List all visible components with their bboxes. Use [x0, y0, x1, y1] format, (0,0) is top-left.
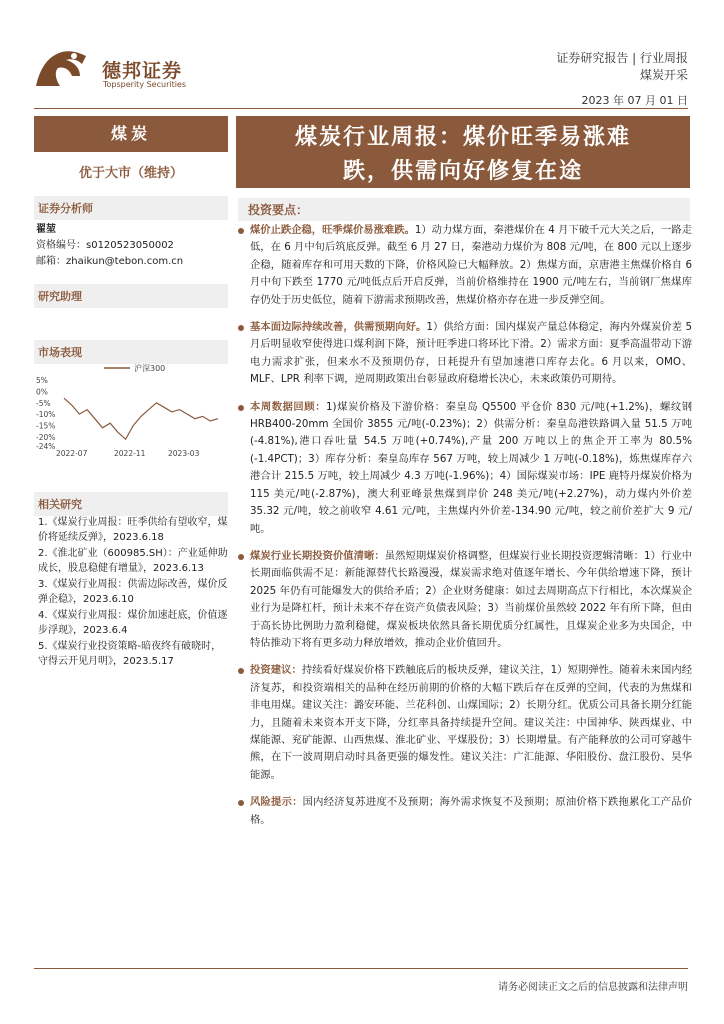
key-point-heading: 基本面边际持续改善，供需预期向好。 [250, 321, 427, 334]
analyst-email[interactable]: 邮箱：zhaikun@tebon.com.cn [36, 256, 184, 267]
x-tick-label: 2022-07 [56, 449, 88, 458]
key-points-title: 投资要点： [238, 198, 690, 221]
related-research-list [38, 515, 228, 670]
y-tick-label: -20% [36, 432, 56, 442]
report-title-line2: 跌，供需向好修复在途 [342, 158, 583, 184]
legend-label: 沪深300 [134, 364, 166, 373]
y-tick-label: -24% [36, 442, 56, 451]
key-point-heading: 风险提示： [250, 796, 303, 809]
related-item[interactable]: 4.《煤炭行业周报：煤价加速赶底，价值逐步浮现》，2023.6.4 [38, 610, 228, 636]
report-date: 2023 年 07 月 01 日 [581, 94, 688, 107]
key-point-item [236, 794, 692, 829]
report-title-line1: 煤炭行业周报：煤价旺季易涨难 [294, 124, 631, 150]
key-point-text: 1）动力煤方面，秦港煤价在 4 月下破千元大关之后，一路走低，在 6 月中旬后筑底反弹。截至 6 月 27 日，秦港动力煤价为 808 元/吨，在 800 元以上逐步企稳，随着库存和可用天数的下降，价格风险已大幅释放。2）焦煤方面，京唐港主焦煤价格自 6 月中旬下跌至 1770 元/吨低点后开启反弹，当前价格维持在 1900 元/吨左右，当前钢厂焦煤库存仍处于历史低位，随着下游需求预期改善，焦煤价格亦存在进一步反弹空间。 [250, 224, 693, 306]
key-point-text: 1）供给方面：国内煤炭产量总体稳定，海内外煤炭价差 5 月后明显收窄使得进口煤利润下降，预计旺季进口将环比下滑。2）需求方面：夏季高温带动下游电力需求扩张，但来水不及预期仍存，日耗提升有望加速港口库存去化。6 月以来，OMO、MLF、LPR 利率下调，逆周期政策出台彰显政府稳增长决心，未来政策仍可期待。 [250, 321, 693, 386]
report-type-label: 证券研究报告 | 行业周报 [556, 51, 688, 65]
header-divider [34, 108, 688, 109]
key-point-heading: 煤价止跌企稳，旺季煤价易涨难跌。 [250, 224, 415, 236]
related-item[interactable]: 5.《煤炭行业投资策略-暗夜终有破晓时，守得云开见月明》，2023.5.17 [38, 641, 222, 667]
series-line-hs300 [64, 398, 218, 439]
analyst-section-title: 证券分析师 [34, 196, 228, 220]
key-point-item [236, 319, 692, 389]
report-title [236, 116, 690, 188]
key-point-text: 国内经济复苏进度不及预期；海外需求恢复不及预期；原油价格下跌拖累化工产品价格。 [250, 796, 693, 826]
x-tick-label: 2023-03 [168, 449, 200, 458]
y-tick-label: -5% [36, 398, 51, 408]
key-point-item [236, 548, 692, 652]
y-tick-label: -10% [36, 410, 56, 420]
key-point-text: 1)煤炭价格及下游价格：秦皇岛 Q5500 平仓价 830 元/吨(+1.2%)，螺纹钢 HRB400-20mm 全国价 3855 元/吨(-0.23%)；2）供需分析：秦皇岛港铁路调入量 51.5 万吨 (-4.81%),港口吞吐量 54.5 万吨(+0.74%),产量 200 万吨以上的焦企开工率为 80.5%(-1.4PCT)；3）库存分析：秦皇岛库存 567 万吨，较上周减少 1 万吨(-0.18%)，炼焦煤库存六港合计 215.5 万吨，较上周减少 4.3 万吨(-1.96%)；4）国际煤炭市场：IPE 鹿特丹煤炭价格为 115 美元/吨(-2.87%)，澳大利亚峰景焦煤到岸价 248 美元/吨(+2.27%)，动力煤内外价差 35.32 元/吨，较之前收窄 4.61 元/吨，主焦煤内外价差-134.90 元/吨，较之前价差扩大 9 元/吨。 [250, 400, 693, 535]
y-tick-label: -15% [36, 421, 56, 431]
market-section-title: 市场表现 [34, 340, 228, 364]
market-performance-chart [34, 358, 228, 462]
related-item[interactable]: 3.《煤炭行业周报：供需边际改善，煤价反弹企稳》，2023.6.10 [38, 579, 228, 605]
sub-sector-label: 煤炭开采 [639, 68, 688, 82]
y-tick-label: 0% [36, 387, 48, 397]
analyst-cert: 资格编号：s0120523050002 [36, 240, 174, 251]
y-tick-label: 5% [36, 376, 48, 385]
analyst-name: 翟堃 [36, 224, 56, 235]
footer-divider [34, 968, 688, 969]
key-point-heading: 煤炭行业长期投资价值清晰： [250, 549, 385, 562]
key-points-body [236, 222, 692, 839]
key-point-heading: 投资建议： [250, 664, 302, 677]
key-point-heading: 本周数据回顾： [250, 400, 326, 413]
footer-disclaimer: 请务必阅读正文之后的信息披露和法律声明 [498, 982, 688, 993]
x-tick-label: 2022-11 [114, 449, 146, 458]
rating-label: 优于大市（维持） [78, 166, 183, 181]
key-point-item [236, 222, 692, 309]
sector-label: 煤炭 [34, 116, 228, 152]
related-item[interactable]: 1.《煤炭行业周报：旺季供给有望收窄，煤价将延续反弹》，2023.6.18 [38, 517, 228, 543]
related-item[interactable]: 2.《淮北矿业（600985.SH）：产业延伸助成长，股息稳健有增量》，2023.6.13 [38, 548, 228, 574]
logo-subtext: Topsperity Securities [103, 80, 187, 89]
related-section-title: 相关研究 [34, 492, 228, 516]
logo-text: 德邦证券 [102, 60, 183, 82]
logo-mark-icon [34, 46, 90, 92]
assistant-section-title: 研究助理 [34, 284, 228, 308]
key-point-text: 持续看好煤炭价格下跌触底后的板块反弹，建议关注，1）短期弹性。随着未来国内经济复苏，和投资端相关的品种在经历前期的价格的大幅下跌后存在反弹的空间，代表的为焦煤和非电用煤。建议关注：潞安环能、兰花科创、山煤国际；2）长期分红。优质公司具备长期分红能力，且随着未来资本开支下降，分红率具备持续提升空间。建议关注：中国神华、陕西煤业、中煤能源、兖矿能源、山西焦煤、淮北矿业、平煤股份；3）长期增量。有产能释放的公司可穿越牛熊，在下一波周期启动时具备更强的爆发性。建议关注：广汇能源、华阳股份、盘江股份、昊华能源。 [250, 664, 692, 781]
key-point-item [236, 662, 692, 784]
key-point-item [236, 399, 692, 538]
report-type [556, 50, 688, 84]
key-point-text: 虽然短期煤炭价格调整，但煤炭行业长期投资逻辑清晰：1）行业中长期面临供需不足：新能源替代长路漫漫，煤炭需求绝对值逐年增长、今年供给增速下降，预计 2025 年仍有可能爆发大的供给矛盾；2）企业财务健康：如过去周期高点下行相比，本次煤炭企业行为是降杠杆，预计未来不存在资产负债表风险；3）当前煤价虽然较 2022 年有所下降，但由于高长协比例助力盈利稳健，煤炭板块依然具备长期优质分红属性，且煤炭企业多为央国企，中特估推动下将有更多动力释放增效，推动企业价值回升。 [250, 549, 692, 649]
